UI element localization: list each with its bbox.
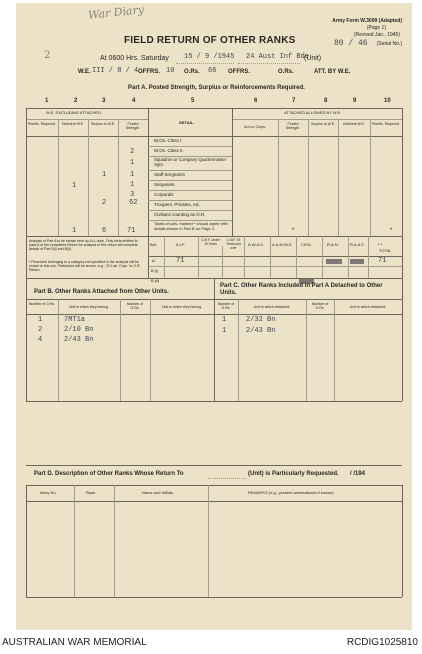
right-col-header-4: Deficient W.E. bbox=[343, 122, 365, 126]
pencil-annotation-top: War Diary bbox=[87, 3, 145, 22]
detail-civilians: Civilians counting as O.R. bbox=[154, 212, 206, 217]
detail-troopers: Troopers, Privates, etc. bbox=[154, 202, 201, 207]
offrs-label-2: OFFRS. bbox=[228, 69, 250, 75]
detail-totals-note: Totals of cols. marked * should agree with details shown in Part B on Page 2. bbox=[154, 221, 228, 231]
left-group-header: W.E. EXCLUDING ATTACHED. bbox=[46, 110, 102, 115]
unit-label: (Unit) bbox=[304, 55, 322, 62]
part-c-row-2-num: 1 bbox=[222, 327, 227, 335]
we-label: W.E. bbox=[78, 69, 91, 75]
date-value: 15 / 9 /1945 bbox=[184, 53, 235, 61]
col-number-6: 6 bbox=[254, 98, 258, 104]
part-d-header-rank: Rank. bbox=[86, 490, 97, 495]
unit-line-rule bbox=[238, 63, 300, 64]
analysis-header-cmf-over: C.M.F. 19 Years and over bbox=[226, 238, 241, 250]
redaction-mark-1 bbox=[326, 259, 342, 264]
part-b-row-1-unit: 7MT1a bbox=[64, 316, 86, 324]
part-c-header-3: Number of O.Rs. bbox=[311, 302, 329, 311]
part-d-header-remarks: REMARKS (e.g., present whereabouts if known). bbox=[248, 490, 335, 495]
left-col-header-1: Reinfts. Required. bbox=[28, 122, 57, 126]
part-b-row-3-unit: 2/43 Bn bbox=[64, 336, 94, 344]
part-d-header-army-no: Army No. bbox=[40, 490, 57, 495]
offrs-value: 10 bbox=[166, 67, 175, 75]
part-b-header-2: Unit to which they belong. bbox=[68, 305, 110, 309]
part-d-unit-label: (Unit) is Particularly Requested. bbox=[248, 471, 339, 477]
detail-header: DETAIL. bbox=[179, 120, 195, 125]
form-page bbox=[16, 3, 412, 630]
deficient-sergeants: 1 bbox=[72, 182, 77, 190]
att-by-we-label: ATT. BY W.E. bbox=[314, 69, 351, 75]
right-asterisk-1: * bbox=[292, 228, 295, 234]
part-b-row-1-num: 1 bbox=[38, 316, 43, 324]
posted-cqms: 1 bbox=[130, 159, 135, 167]
analysis-header-raaf: R.A.A.F. bbox=[350, 242, 365, 247]
form-title: FIELD RETURN OF OTHER RANKS bbox=[124, 35, 296, 46]
right-col-header-3: Surplus to W.E. bbox=[310, 122, 336, 126]
col-number-8: 8 bbox=[324, 98, 328, 104]
part-b-row-2-unit: 2/10 Bn bbox=[64, 326, 94, 334]
surplus-total: 6 bbox=[102, 227, 107, 235]
part-d-header-name: Name and Initials. bbox=[142, 490, 175, 495]
archive-footer bbox=[0, 634, 422, 654]
posted-sergeants: 1 bbox=[130, 181, 135, 189]
analysis-header-awas: A.W.A.S. bbox=[248, 242, 265, 247]
col-number-5: 5 bbox=[191, 98, 195, 104]
analysis-header-ran: R.A.N. bbox=[327, 242, 339, 247]
part-a-title: Part A. Posted Strength, Surplus or Reinforcements Required. bbox=[128, 85, 305, 91]
analysis-header-brit: Brit. bbox=[150, 242, 158, 247]
part-b-row-2-num: 2 bbox=[38, 326, 43, 334]
surplus-staff-sgts: 1 bbox=[102, 171, 107, 179]
analysis-header-cmf-under: C.M.F. Under 19 Years bbox=[201, 238, 220, 246]
posted-corporals: 3 bbox=[130, 191, 135, 199]
col-number-1: 1 bbox=[45, 98, 49, 104]
footer-left: AUSTRALIAN WAR MEMORIAL bbox=[2, 637, 147, 648]
detail-cqms: Squadron or Company Quartermaster Sgts. bbox=[154, 157, 227, 167]
page-number: (Page 1) bbox=[366, 25, 386, 31]
right-col-header-2: Posted Strength. bbox=[285, 122, 301, 131]
part-b-row-3-num: 4 bbox=[38, 336, 43, 344]
analysis-total-value: 71 bbox=[378, 257, 387, 265]
surplus-corporals: 2 bbox=[102, 199, 107, 207]
detail-staff-sergeants: Staff Sergeants bbox=[154, 172, 185, 177]
part-b-title: Part B. Other Ranks Attached from Other Units. bbox=[34, 289, 169, 295]
part-c-title: Part C. Other Ranks Included in Part A Detached to Other Units. bbox=[220, 283, 383, 297]
serial-number: 80 / 46 bbox=[334, 39, 368, 48]
date-line-rule bbox=[176, 63, 234, 64]
right-col-header-1: Arm or Corps. bbox=[244, 125, 266, 129]
we-value: III / 8 / 4 bbox=[92, 67, 139, 75]
or-value: 66 bbox=[208, 67, 217, 75]
col-number-3: 3 bbox=[102, 98, 106, 104]
analysis-footnote: * Personnel belonging to a category not specified in the analysis will be shown in this row. Particulars will be shown, e.g., ‘20 Lab. Coys.’ in O.R. Return. bbox=[29, 260, 141, 273]
or-label-2: O.Rs. bbox=[278, 69, 294, 75]
part-b-header-3: Number of O.Rs. bbox=[126, 302, 144, 311]
part-b-header-4: Unit to which they belong. bbox=[161, 305, 203, 309]
footer-right: RCDIG1025810 bbox=[346, 637, 418, 648]
part-b-header-1: Number of O.Rs. bbox=[28, 302, 56, 306]
analysis-note: Analysis of Part A to be shown here by ALL units. Only units entitled to pass A of the completed Return for analysis of this return will complete details of Part B(i) and B(ii). bbox=[29, 239, 138, 252]
date-line-label: At 0600 Hrs. Saturday bbox=[100, 55, 169, 62]
part-c-header-4: Unit to which detached. bbox=[349, 305, 387, 309]
col-number-2: 2 bbox=[74, 98, 78, 104]
or-label-1: O.Rs. bbox=[184, 69, 200, 75]
analysis-header-stars: * * bbox=[378, 242, 383, 247]
col-number-4: 4 bbox=[132, 98, 136, 104]
right-asterisk-2: * bbox=[390, 228, 393, 234]
posted-wo2: 2 bbox=[130, 148, 135, 156]
right-col-header-5: Reinfts. Required. bbox=[372, 122, 401, 126]
analysis-header-aif: A.I.F. bbox=[176, 242, 186, 247]
left-col-header-2: Deficient W.E. bbox=[62, 122, 84, 126]
col-number-10: 10 bbox=[384, 98, 391, 104]
part-c-row-1-num: 1 bbox=[222, 316, 227, 324]
detail-wo-class-2: W.Os. Class II. bbox=[154, 148, 184, 153]
analysis-row-a: A. bbox=[152, 258, 156, 263]
part-d-date: / /194 bbox=[350, 471, 366, 477]
revised-date: (Revised Jan., 1945) bbox=[353, 32, 400, 38]
posted-privates: 62 bbox=[129, 199, 138, 207]
analysis-row-bii: B.(ii) bbox=[151, 278, 160, 283]
deficient-total: 1 bbox=[72, 227, 77, 235]
detail-corporals: Corporals bbox=[154, 192, 174, 197]
analysis-header-aamws: A.A.M.W.S. bbox=[272, 242, 293, 247]
posted-total: 71 bbox=[127, 227, 136, 235]
pencil-annotation-side: 2 bbox=[44, 50, 51, 61]
part-c-row-2-unit: 2/43 Bn bbox=[246, 327, 276, 335]
analysis-aif-value: 71 bbox=[176, 257, 185, 265]
part-c-row-1-unit: 2/32 Bn bbox=[246, 316, 276, 324]
redaction-mark-2 bbox=[350, 259, 364, 264]
right-group-header: ATTACHED ALLOWED BY W.E. bbox=[284, 110, 342, 115]
part-d-title: Part D. Description of Other Ranks Whose Return To bbox=[34, 471, 184, 477]
analysis-row-bi: B.(i) bbox=[151, 268, 159, 273]
analysis-header-civil: CIVIL. bbox=[301, 242, 313, 247]
serial-label: (Serial No.) bbox=[376, 41, 402, 47]
unit-value: 24 Aust Inf Bde bbox=[246, 53, 310, 61]
col-number-9: 9 bbox=[353, 98, 357, 104]
offrs-label-1: OFFRS. bbox=[138, 69, 160, 75]
col-number-7: 7 bbox=[292, 98, 296, 104]
detail-wo-class-1: W.Os. Class I. bbox=[154, 138, 183, 143]
part-c-header-1: Number of O.Rs. bbox=[217, 302, 235, 311]
left-col-header-3: Surplus to W.E. bbox=[90, 122, 116, 126]
left-col-header-4: Posted Strength. bbox=[125, 122, 141, 131]
part-c-header-2: Unit to which detached. bbox=[253, 305, 291, 309]
analysis-header-total: TOTAL bbox=[379, 248, 392, 253]
form-number: Army Form W.3009 (Adapted) bbox=[332, 18, 402, 24]
posted-staff-sgts: 1 bbox=[130, 171, 135, 179]
detail-sergeants: Sergeants bbox=[154, 182, 175, 187]
